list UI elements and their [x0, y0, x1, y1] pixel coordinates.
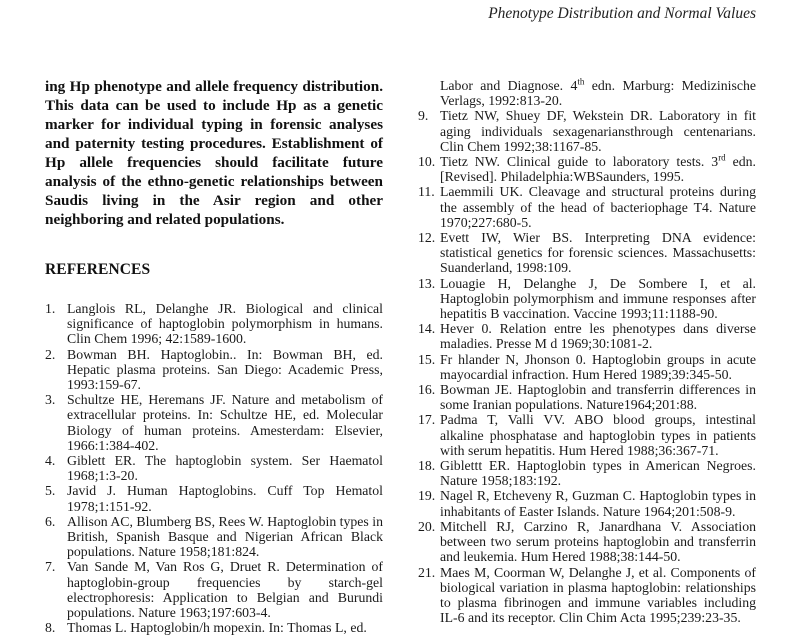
- reference-number: 20.: [418, 518, 436, 534]
- reference-list-right: [418, 108, 756, 625]
- reference-text: Evett IW, Wier BS. Interpreting DNA evidence: statistical genetics for forensic sciences. Massachusetts: Suanderland, 1998:109.: [440, 230, 756, 276]
- reference-text: Giblett ER. The haptoglobin system. Ser Haematol 1968;1:3-20.: [67, 453, 383, 484]
- continuation-text: Labor and Diagnose. 4: [440, 78, 578, 93]
- reference-list-left: [45, 301, 383, 635]
- reference-text: Mitchell RJ, Carzino R, Janardhana V. Association between two serum proteins haptoglobin and transferrin and leukemia. Hum Hered 1988;38:144-50.: [440, 518, 756, 565]
- reference-item: [45, 514, 383, 560]
- reference-number: 3.: [45, 392, 56, 408]
- reference-item: [45, 483, 383, 513]
- reference-item: [45, 453, 383, 483]
- reference-number: 11.: [418, 184, 435, 200]
- reference-item: [45, 301, 383, 347]
- reference-text: Giblettt ER. Haptoglobin types in American Negroes. Nature 1958;183:192.: [440, 458, 756, 489]
- reference-number: 8.: [45, 620, 56, 636]
- reference-text: Schultze HE, Heremans JF. Nature and metabolism of extracellular proteins. In: Schultze HE, ed. Molecular Biology of human proteins. Amesterdam: Elsevier, 1966:1:384-402.: [67, 392, 383, 453]
- reference-8-continuation: [418, 78, 756, 108]
- reference-text: Nagel R, Etcheveny R, Guzman C. Haptoglobin types in inhabitants of Easter Islands. Nature 1964;201:508-9.: [440, 488, 756, 519]
- reference-number: 14.: [418, 321, 436, 337]
- reference-number: 19.: [418, 488, 436, 504]
- reference-number: 5.: [45, 483, 56, 499]
- reference-text: Allison AC, Blumberg BS, Rees W. Haptoglobin types in British, Spanish Basque and Nigerian African Black populations. Nature 1958;181:824.: [67, 513, 383, 560]
- reference-number: 18.: [418, 458, 436, 474]
- reference-text: Bowman BH. Haptoglobin.. In: Bowman BH, ed. Hepatic plasma proteins. San Diego: Academic Press, 1993:159-67.: [67, 346, 383, 393]
- reference-number: 2.: [45, 346, 56, 362]
- reference-number: 9.: [418, 108, 429, 124]
- reference-text: edn. [Revised]. Philadelphia:WBSaunders, 1995.: [440, 154, 756, 185]
- reference-text: Tietz NW. Clinical guide to laboratory tests. 3: [440, 154, 719, 170]
- body-paragraph: ing Hp phenotype and allele frequency distribution. This data can be used to include Hp as a genetic marker for individual typing in forensic analyses and paternity testing procedures. Establishment of Hp allele frequencies should facilitate future analysis of the ethno-genetic relationships between Saudis living in the Asir region and other neighboring and related populations.: [45, 78, 383, 228]
- reference-item: [418, 382, 756, 412]
- reference-number: 12.: [418, 230, 436, 246]
- reference-text: Louagie H, Delanghe J, De Sombere I, et al. Haptoglobin polymorphism and immune responses after hepatitis B vaccination. Vaccine 1993;11:1188-90.: [440, 275, 756, 322]
- reference-item: [45, 620, 383, 635]
- left-column: [45, 77, 383, 635]
- reference-text: Maes M, Coorman W, Delanghe J, et al. Components of biological variation in plasma haptoglobin: relationships to plasma fibrinogen and immune variables including IL-6 and its receptor. Clin Chim Acta 1995;239:23-35.: [440, 564, 756, 626]
- reference-text: Van Sande M, Van Ros G, Druet R. Determination of haptoglobin-group frequencies by starch-gel electrophoresis: Application to Belgian and Burundi populations. Nature 1963;197:603-4.: [67, 559, 383, 621]
- reference-text: Padma T, Valli VV. ABO blood groups, intestinal alkaline phosphatase and haptoglobin types in patients with serum hepatitis. Hum Hered 1988;36:367-71.: [440, 412, 756, 458]
- superscript: th: [577, 76, 585, 87]
- reference-item: [418, 352, 756, 382]
- reference-text: Fr hlander N, Jhonson 0. Haptoglobin groups in acute mayocardial infraction. Hum Hered 1989;39:345-50.: [440, 351, 756, 382]
- reference-number: 4.: [45, 453, 56, 469]
- reference-item: [418, 565, 756, 626]
- reference-text: Thomas L. Haptoglobin/h mopexin. In: Thomas L, ed.: [67, 620, 367, 636]
- reference-text: Bowman JE. Haptoglobin and transferrin differences in some Iranian populations. Nature1964;201:88.: [440, 382, 756, 413]
- reference-item: [418, 230, 756, 276]
- references-heading: REFERENCES: [45, 261, 151, 278]
- reference-text: Tietz NW, Shuey DF, Wekstein DR. Laboratory in fit aging individuals sexagenariansthrough centenarians. Clin Chem 1992;38:1167-85.: [440, 108, 756, 154]
- reference-item: [45, 559, 383, 620]
- reference-text: Javid J. Human Haptoglobins. Cuff Top Hematol 1978;1:151-92.: [67, 483, 383, 514]
- reference-number: 16.: [418, 382, 436, 398]
- reference-item: [418, 519, 756, 565]
- reference-item: [45, 392, 383, 453]
- reference-item: [418, 458, 756, 488]
- reference-number: 10.: [418, 154, 436, 170]
- reference-text: Hever 0. Relation entre les phenotypes dans diverse maladies. Presse M d 1969;30:1081-2.: [440, 321, 756, 352]
- reference-number: 13.: [418, 275, 436, 291]
- reference-number: 21.: [418, 564, 436, 580]
- reference-item: [418, 108, 756, 154]
- reference-number: 6.: [45, 513, 56, 529]
- reference-item: [418, 154, 756, 184]
- reference-number: 15.: [418, 351, 436, 367]
- reference-item: [418, 321, 756, 351]
- running-head: Phenotype Distribution and Normal Values: [488, 5, 756, 22]
- reference-item: [418, 488, 756, 518]
- reference-item: [418, 412, 756, 458]
- reference-text: Langlois RL, Delanghe JR. Biological and clinical significance of haptoglobin polymorphism in humans. Clin Chem 1996; 42:1589-1600.: [67, 301, 383, 347]
- right-column: [418, 78, 756, 625]
- continuation-text: edn. Marburg: Medizinische Verlags, 1992:813-20.: [440, 78, 756, 109]
- reference-number: 17.: [418, 412, 436, 428]
- reference-item: [45, 347, 383, 393]
- reference-number: 1.: [45, 301, 56, 316]
- superscript: rd: [718, 152, 726, 163]
- reference-text: Laemmili UK. Cleavage and structural proteins during the assembly of the head of bacteriophage T4. Nature 1970;227:680-5.: [440, 184, 756, 230]
- reference-item: [418, 184, 756, 230]
- reference-item: [418, 276, 756, 322]
- reference-number: 7.: [45, 559, 56, 575]
